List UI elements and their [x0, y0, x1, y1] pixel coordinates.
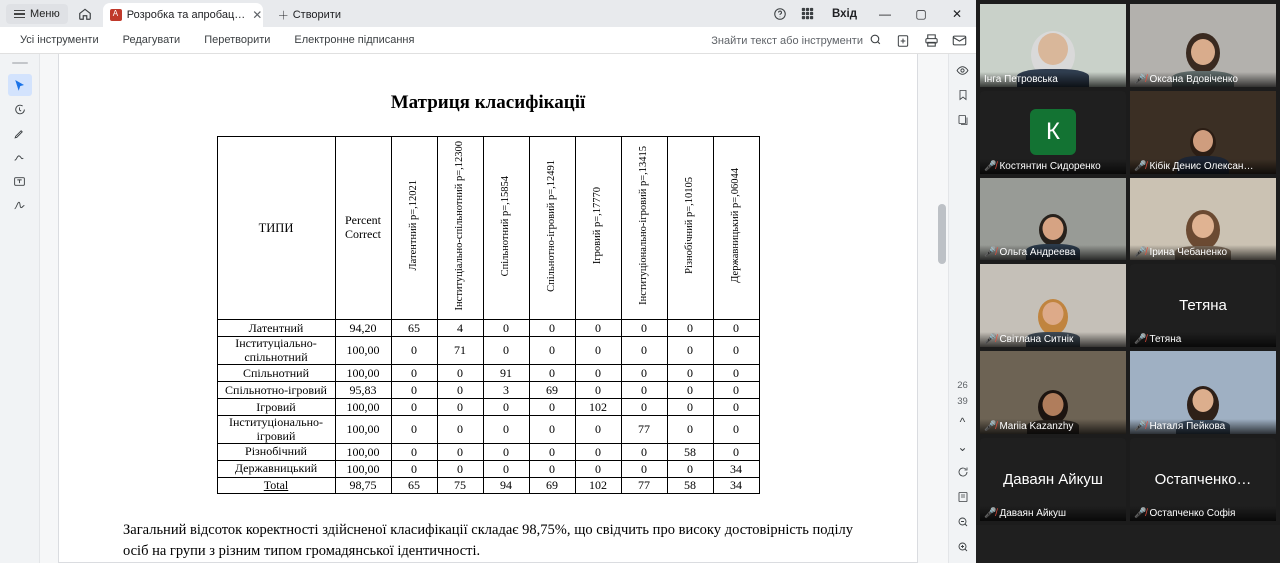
participant-row [980, 351, 1276, 434]
home-icon[interactable] [72, 3, 98, 25]
cell: 0 [621, 365, 667, 382]
participant-tile[interactable] [980, 351, 1126, 434]
toolbar-item-all-tools[interactable]: Усі інструменти [20, 34, 99, 46]
cell: 0 [391, 382, 437, 399]
cursor-icon[interactable] [8, 74, 32, 96]
classification-matrix-table [217, 136, 760, 494]
participant-tile[interactable] [1130, 4, 1276, 87]
tool-rail [0, 54, 40, 563]
column-header-institutional-game: Інституціонально-ігровий р=,13415 [621, 137, 667, 320]
mic-off-icon: 🎤̸ [1134, 507, 1147, 519]
participant-row [980, 438, 1276, 521]
participant-tile[interactable] [980, 178, 1126, 261]
menu-button-label: Меню [30, 8, 60, 20]
mic-off-icon: 🎤̸ [1134, 421, 1147, 433]
cell: 0 [575, 365, 621, 382]
cell: 0 [391, 365, 437, 382]
participant-namebar [980, 72, 1126, 87]
mic-off-icon: 🎤̸ [1134, 73, 1147, 85]
document-paragraph: Загальний відсоток коректності здійсненої класифікації складає 98,75%, що свідчить про високу достовірність поділу осіб на групи з різним типом громадянської ідентичності. [123, 522, 853, 560]
participant-tile[interactable] [1130, 264, 1276, 347]
column-header-communal: Спільнотний р=,15854 [483, 137, 529, 320]
cell: 0 [667, 461, 713, 478]
cell: 0 [621, 320, 667, 337]
cell: 0 [621, 461, 667, 478]
total-cell: 65 [391, 478, 437, 494]
table-body [217, 320, 759, 494]
maximize-button[interactable]: ▢ [915, 6, 927, 21]
total-cell: 94 [483, 478, 529, 494]
total-cell: 34 [713, 478, 759, 494]
cell: 0 [391, 444, 437, 461]
row-percent: 100,00 [335, 444, 391, 461]
print-icon[interactable] [918, 30, 944, 52]
row-percent: 100,00 [335, 365, 391, 382]
participant-tile[interactable] [980, 91, 1126, 174]
row-percent: 100,00 [335, 399, 391, 416]
row-label: Інституціально-спільнотний [217, 337, 335, 365]
participant-tile[interactable] [980, 438, 1126, 521]
mail-icon[interactable] [946, 30, 972, 52]
participant-display-name: Даваян Айкуш [1003, 471, 1103, 489]
cell: 69 [529, 382, 575, 399]
row-percent: 100,00 [335, 337, 391, 365]
scroll-down-icon[interactable]: ⌄ [957, 440, 968, 455]
page-title: Матриця класифікації [390, 92, 586, 113]
cell: 0 [575, 320, 621, 337]
participant-row [980, 91, 1276, 174]
signature-icon[interactable] [8, 194, 32, 216]
cell: 0 [391, 399, 437, 416]
toolbar-item-edit[interactable]: Редагувати [122, 34, 181, 46]
total-page-number: 39 [957, 396, 968, 408]
highlight-icon[interactable] [8, 122, 32, 144]
cell: 0 [713, 444, 759, 461]
comment-icon[interactable] [8, 98, 32, 120]
row-percent: 100,00 [335, 461, 391, 478]
search-icon[interactable] [869, 33, 882, 49]
mic-off-icon: 🎤̸ [984, 334, 997, 346]
document-viewport[interactable] [40, 54, 936, 563]
column-header-type: ТИПИ [217, 137, 335, 320]
menu-button[interactable] [6, 4, 68, 24]
participant-display-name: Остапченко… [1154, 471, 1252, 489]
table-row [217, 461, 759, 478]
cell: 0 [391, 337, 437, 365]
toolbar-right-controls [711, 27, 972, 54]
participant-tile[interactable] [1130, 438, 1276, 521]
cell: 0 [667, 320, 713, 337]
titlebar-right-controls [767, 0, 976, 27]
participant-namebar [1130, 72, 1276, 87]
total-cell: 102 [575, 478, 621, 494]
cell: 0 [575, 337, 621, 365]
participant-name: Ірина Чебаненко [1149, 247, 1228, 259]
utility-strip [948, 54, 976, 563]
mic-off-icon: 🎤̸ [984, 421, 997, 433]
cell: 0 [483, 337, 529, 365]
cell: 0 [437, 461, 483, 478]
cell: 0 [621, 337, 667, 365]
participant-tile[interactable] [1130, 91, 1276, 174]
close-icon[interactable]: ✕ [252, 8, 263, 22]
document-workspace [0, 54, 976, 563]
fit-page-icon[interactable] [952, 487, 974, 507]
rail-drag-handle[interactable] [12, 62, 28, 64]
participant-name: Оксана Вдовіченко [1149, 73, 1238, 85]
help-icon[interactable] [767, 3, 793, 25]
apps-grid-icon[interactable] [795, 3, 821, 25]
window-close-button[interactable]: ✕ [951, 6, 963, 21]
table-row [217, 365, 759, 382]
export-icon[interactable] [890, 30, 916, 52]
bookmark-icon[interactable] [952, 85, 974, 105]
cell: 0 [713, 337, 759, 365]
mic-off-icon: 🎤̸ [984, 247, 997, 259]
column-header-latent: Латентний р=,12021 [391, 137, 437, 320]
participant-name: Mariia Kazanzhy [999, 421, 1074, 433]
participant-namebar [980, 245, 1126, 260]
participant-name: Наталя Пейкова [1149, 421, 1226, 433]
participant-row [980, 178, 1276, 261]
document-scrollbar[interactable] [936, 54, 948, 563]
row-percent: 95,83 [335, 382, 391, 399]
total-cell: 58 [667, 478, 713, 494]
table-row [217, 320, 759, 337]
cell: 0 [483, 444, 529, 461]
cell: 0 [621, 399, 667, 416]
column-header-percent: Percent Correct [335, 137, 391, 320]
table-row [217, 444, 759, 461]
document-page [58, 54, 918, 563]
participant-namebar [980, 419, 1126, 434]
cell: 77 [621, 416, 667, 444]
sign-in-button[interactable]: Вхід [831, 7, 857, 20]
column-header-game: Ігровий р=,17770 [575, 137, 621, 320]
cell: 0 [483, 320, 529, 337]
cell: 0 [575, 416, 621, 444]
total-label: Total [217, 478, 335, 494]
cell: 0 [529, 416, 575, 444]
cell: 0 [483, 416, 529, 444]
table-row [217, 399, 759, 416]
window-titlebar [0, 0, 976, 27]
row-percent: 100,00 [335, 416, 391, 444]
new-tab-label: Створити [292, 9, 341, 21]
cell: 0 [529, 320, 575, 337]
hamburger-icon [14, 10, 25, 19]
column-header-institutional-communal: Інституціально-спільнотний р=,12300 [437, 137, 483, 320]
participant-row [980, 264, 1276, 347]
participant-name: Даваян Айкуш [999, 507, 1067, 519]
cell: 0 [713, 320, 759, 337]
cell: 0 [437, 365, 483, 382]
cell: 0 [667, 365, 713, 382]
document-tab-label: Розробка та апробац… [126, 9, 246, 21]
pdf-file-icon [110, 9, 122, 21]
total-cell: 69 [529, 478, 575, 494]
participant-name: Кібік Денис Олексан… [1149, 160, 1254, 172]
cell: 65 [391, 320, 437, 337]
cell: 0 [437, 399, 483, 416]
cell: 0 [575, 461, 621, 478]
cell: 3 [483, 382, 529, 399]
cell: 0 [621, 444, 667, 461]
row-label: Державницький [217, 461, 335, 478]
row-label: Інституціонально-ігровий [217, 416, 335, 444]
participant-initial: К [1030, 109, 1076, 155]
participant-namebar [980, 506, 1126, 521]
total-cell: 75 [437, 478, 483, 494]
cell: 0 [529, 444, 575, 461]
table-total-row [217, 478, 759, 494]
plus-icon: ＋ [277, 10, 289, 22]
cell: 0 [575, 444, 621, 461]
table-header [217, 137, 759, 320]
participant-display-name: Тетяна [1179, 297, 1227, 315]
cell: 102 [575, 399, 621, 416]
total-percent: 98,75 [335, 478, 391, 494]
row-label: Латентний [217, 320, 335, 337]
participant-namebar [1130, 332, 1276, 347]
participant-name: Костянтин Сидоренко [999, 160, 1101, 172]
cell: 0 [529, 461, 575, 478]
cell: 58 [667, 444, 713, 461]
pages-icon[interactable] [952, 110, 974, 130]
participant-namebar [980, 159, 1126, 174]
participant-name: Тетяна [1149, 334, 1182, 346]
cell: 0 [437, 444, 483, 461]
text-box-icon[interactable] [8, 170, 32, 192]
current-page-number[interactable]: 26 [957, 380, 968, 392]
participant-name: Інга Петровська [984, 73, 1058, 85]
table-row [217, 382, 759, 399]
toolbar-item-convert[interactable]: Перетворити [204, 34, 271, 46]
minimize-button[interactable]: — [879, 6, 891, 21]
zoom-in-icon[interactable] [952, 537, 974, 557]
column-header-communal-game: Спільнотно-ігровий р=,12491 [529, 137, 575, 320]
new-tab-button[interactable] [269, 4, 350, 26]
document-tab[interactable] [103, 3, 263, 27]
search-placeholder-label: Знайти текст або інструменти [711, 34, 863, 47]
participant-namebar [1130, 245, 1276, 260]
participant-name: Ольга Андреева [999, 247, 1076, 259]
cell: 0 [529, 365, 575, 382]
row-label: Спільнотно-ігровий [217, 382, 335, 399]
participant-tile[interactable] [980, 4, 1126, 87]
view-icon[interactable] [952, 60, 974, 80]
draw-icon[interactable] [8, 146, 32, 168]
mic-off-icon: 🎤̸ [1134, 247, 1147, 259]
cell: 0 [713, 382, 759, 399]
cell: 34 [713, 461, 759, 478]
participant-tile[interactable] [1130, 178, 1276, 261]
mic-off-icon: 🎤̸ [984, 507, 997, 519]
participant-row [980, 4, 1276, 87]
cell: 0 [713, 399, 759, 416]
cell: 0 [529, 337, 575, 365]
participant-namebar [1130, 419, 1276, 434]
participant-tile[interactable] [1130, 351, 1276, 434]
cell: 0 [667, 399, 713, 416]
cell: 0 [483, 399, 529, 416]
participant-name: Світлана Ситнік [999, 334, 1074, 346]
scrollbar-thumb[interactable] [938, 204, 946, 264]
cell: 0 [621, 382, 667, 399]
participant-namebar [1130, 506, 1276, 521]
row-label: Різнобічний [217, 444, 335, 461]
zoom-out-icon[interactable] [952, 512, 974, 532]
cell: 0 [713, 416, 759, 444]
cell: 0 [437, 382, 483, 399]
participant-tile[interactable] [980, 264, 1126, 347]
rotate-icon[interactable] [952, 462, 974, 482]
table-row [217, 337, 759, 365]
mic-off-icon: 🎤̸ [1134, 334, 1147, 346]
main-toolbar [0, 27, 976, 54]
total-cell: 77 [621, 478, 667, 494]
search-input[interactable] [711, 33, 888, 49]
cell: 0 [667, 382, 713, 399]
cell: 0 [713, 365, 759, 382]
cell: 0 [667, 416, 713, 444]
toolbar-item-e-sign[interactable]: Електронне підписання [294, 34, 415, 46]
participant-namebar [980, 332, 1126, 347]
column-header-statist: Державницький р=,06044 [713, 137, 759, 320]
cell: 0 [529, 399, 575, 416]
cell: 0 [667, 337, 713, 365]
column-header-versatile: Різнобічний р=,10105 [667, 137, 713, 320]
cell: 0 [575, 382, 621, 399]
cell: 0 [483, 461, 529, 478]
row-percent: 94,20 [335, 320, 391, 337]
participant-namebar [1130, 159, 1276, 174]
cell: 0 [391, 416, 437, 444]
scroll-up-icon[interactable]: ^ [959, 415, 966, 430]
cell: 91 [483, 365, 529, 382]
video-call-panel [976, 0, 1280, 525]
participant-name: Остапченко Софія [1149, 507, 1236, 519]
cell: 0 [391, 461, 437, 478]
table-row [217, 416, 759, 444]
row-label: Ігровий [217, 399, 335, 416]
mic-off-icon: 🎤̸ [984, 160, 997, 172]
cell: 71 [437, 337, 483, 365]
cell: 0 [437, 416, 483, 444]
mic-off-icon: 🎤̸ [1134, 160, 1147, 172]
cell: 4 [437, 320, 483, 337]
row-label: Спільнотний [217, 365, 335, 382]
